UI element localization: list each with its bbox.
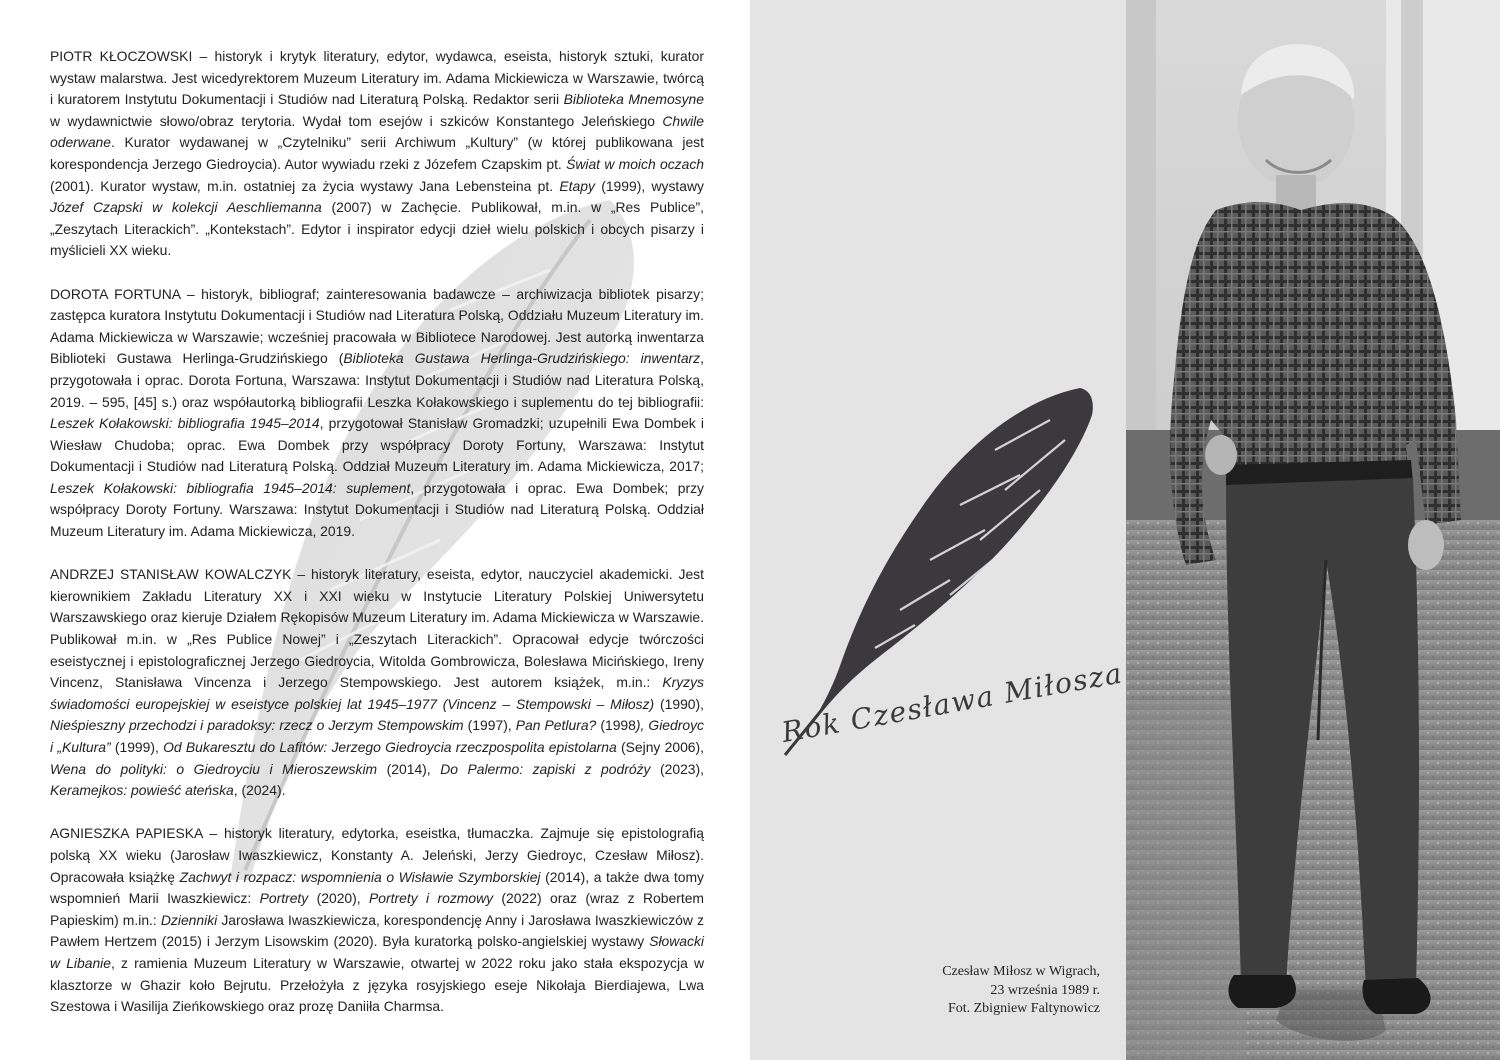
bio-text: , (2024).	[233, 782, 286, 799]
bio-italic-title: Biblioteka Gustawa Herlinga-Grudzińskiego: inwentarz	[343, 350, 701, 367]
bio-text: (2001). Kurator wystaw, m.in. ostatniej za życia wystawy Jana Lebensteina pt.	[50, 177, 560, 194]
bio-italic-title: Chwile oderwane	[50, 112, 704, 151]
caption-line-2: 23 września 1989 r.	[990, 982, 1100, 998]
bio-italic-title: ), Giedroyc i „Kultura”	[50, 717, 705, 755]
bio-text: (2014),	[377, 760, 441, 777]
bio-papieska	[50, 823, 704, 1017]
bio-italic-title: Dzienniki	[160, 911, 218, 928]
bio-text: , przygotował Stanisław Gromadzki; uzupełnili Ewa Dombek i Wiesław Chudoba; oprac. Ewa Dombek przy współpracy Doroty Fortuny, Warszawa: Instytut Dokumentacji i Studiów nad Literaturą Polską. Oddział Muzeum Literatury im. Adama Mickiewicza, 2017;	[50, 415, 704, 475]
bio-italic-title: Kryzys świadomości europejskiej w eseistyce polskiej lat 1945–1977 (Vincenz – Stempowski – Miłosz)	[50, 674, 704, 712]
bio-italic-title: Portrety i rozmowy	[369, 890, 494, 907]
caption-line-3: Fot. Zbigniew Faltynowicz	[947, 1001, 1100, 1016]
bio-italic-title: Wena do polityki: o Giedroyciu i Mieroszewskim	[50, 760, 378, 777]
bio-text: (2014), a także dwa tomy wspomnień Marii Iwaszkiewicz:	[50, 868, 704, 907]
bio-text: , przygotowała i oprac. Ewa Dombek; przy współpracy Doroty Fortuny. Warszawa: Instytut Dokumentacji i Studiów nad Literaturą Polską. Oddział Muzeum Literatury im. Adama Mickiewicza, 2019.	[50, 479, 704, 540]
bio-text: (1998	[596, 717, 636, 734]
bio-fortuna	[50, 284, 704, 543]
bio-italic-title: Keramejkos: powieść ateńska	[50, 782, 234, 799]
bio-italic-title: Nieśpieszny przechodzi i paradoksy: rzecz o Jerzym Stempowskim	[50, 717, 464, 734]
biographies	[50, 46, 704, 1039]
bio-italic-title: Od Bukaresztu do Lafitów: Jerzego Giedroycia rzeczpospolita epistolarna	[163, 739, 617, 755]
bio-text: (1999),	[110, 739, 164, 755]
bio-italic-title: Portrety	[259, 890, 309, 907]
bio-text: (2020),	[308, 890, 370, 907]
bio-italic-title: Zachwyt i rozpacz: wspomnienia o Wisławie Szymborskiej	[179, 868, 541, 885]
bio-italic-title: Józef Czapski w kolekcji Aeschliemanna	[50, 199, 322, 216]
bio-text: (2022) oraz (wraz z Robertem Papieskim) m.in.:	[50, 890, 704, 928]
bio-italic-title: Słowacki w Libanie	[50, 933, 704, 971]
bio-italic-title: Biblioteka Mnemosyne	[563, 91, 705, 108]
bio-text: (Sejny 2006),	[616, 739, 705, 755]
bio-text: Jarosława Iwaszkiewicza, korespondencję Anny i Jarosława Iwaszkiewiczów z Pawłem Hertzem (2015) i Jerzym Lisowskim (2020). Była kuratorką polsko-angielskiej wystawy	[50, 911, 704, 950]
bio-text: AGNIESZKA PAPIESKA – historyk literatury, edytorka, eseistka, tłumaczka. Zajmuje się epistolografią polską XX wieku (Jarosław Iwaszkiewicz, Konstanty A. Jeleński, Jerzy Giedroyc, Czesław Miłosz). Opracowała książkę	[50, 825, 704, 885]
bio-italic-title: Etapy	[559, 177, 595, 194]
bio-text: PIOTR KŁOCZOWSKI – historyk i krytyk literatury, edytor, wydawca, eseista, historyk sztuki, kurator wystaw malarstwa. Jest wicedyrektorem Muzeum Literatury im. Adama Mickiewicza w Warszawie, twórcą i kuratorem Instytutu Dokumentacji i Studiów nad Literaturą Polską. Redaktor serii	[50, 48, 704, 108]
bio-kowalczyk	[50, 564, 704, 802]
bio-text: (1999), wystawy	[594, 177, 704, 194]
caption-line-1: Czesław Miłosz w Wigrach,	[942, 964, 1100, 979]
bio-italic-title: Leszek Kołakowski: bibliografia 1945–2014: suplement	[50, 479, 411, 496]
bio-text: (2007) w Zachęcie. Publikował, m.in. w „Res Publice”, „Zeszytach Literackich”. „Kontekstach”. Edytor i inspirator edycji dzieł wielu polskich i obcych pisarzy i myślicieli XX wieku.	[50, 199, 704, 259]
bio-text: (2023),	[650, 760, 705, 777]
bio-text: w wydawnictwie słowo/obraz terytoria. Wydał tom esejów i szkiców Konstantego Jeleńskiego	[50, 112, 663, 129]
bio-text: (1997),	[463, 717, 516, 734]
bio-kloczowski	[50, 46, 704, 262]
bio-text: (1990),	[654, 695, 704, 712]
title-rok-czeslawa-milosza: Rok Czesława Miłosza	[779, 656, 1126, 749]
bio-italic-title: Do Palermo: zapiski z podróży	[440, 760, 651, 777]
bio-italic-title: Leszek Kołakowski: bibliografia 1945–2014	[50, 415, 320, 432]
bio-text: , przygotowała i oprac. Dorota Fortuna, Warszawa: Instytut Dokumentacji i Studiów nad Literatura Polską, 2019. – 595, [45] s.) oraz współautorką bibliografii Leszka Kołakowskiego i suplementu do tej bibliografii:	[50, 350, 704, 410]
bio-text: , z ramienia Muzeum Literatury w Warszawie, otwartej w 2022 roku jako stała ekspozycja w klasztorze w Ghazir koło Bejrutu. Przełożyła z języka rosyjskiego eseje Nikołaja Bierdiajewa, Lwa Szestowa i Wasilija Zieńkowskiego oraz prozę Daniiła Charmsa.	[50, 954, 704, 1015]
bio-italic-title: Pan Petlura?	[515, 717, 597, 734]
bio-text: DOROTA FORTUNA – historyk, bibliograf; zainteresowania badawcze – archiwizacja bibliotek pisarzy; zastępca kuratora Instytutu Dokumentacji i Studiów nad Literatura Polską, Oddziału Muzeum Literatury im. Adama Mickiewicza w Warszawie; wcześniej pracowała w Bibliotece Narodowej. Jest autorką inwentarza Biblioteki Gustawa Herlinga-Grudzińskiego (	[50, 285, 704, 367]
photo-caption	[880, 963, 1100, 1019]
portrait-photo	[1126, 0, 1500, 1060]
right-page	[750, 0, 1500, 1060]
bio-text: ANDRZEJ STANISŁAW KOWALCZYK – historyk literatury, eseista, edytor, nauczyciel akademicki. Jest kierownikiem Zakładu Literatury XX i XXI wieku w Instytucie Literatury Polskiej Uniwersytetu Warszawskiego oraz kieruje Działem Rękopisów Muzeum Literatury im. Adama Mickiewicza w Warszawie. Publikował m.in. w „Res Publice Nowej” i „Zeszytach Literackich”. Opracował edycje twórczości eseistycznej i epistolograficznej Jerzego Giedroycia, Witolda Gombrowicza, Bolesława Micińskiego, Ireny Vincenz, Stanisława Vincenza i Jerzego Stempowskiego. Jest autorem książek, m.in.:	[50, 566, 704, 691]
bio-text: . Kurator wydawanej w „Czytelniku” serii Archiwum „Kultury” (w której publikowana jest korespondencja Jerzego Giedroycia). Autor wywiadu rzeki z Józefem Czapskim pt.	[50, 134, 704, 172]
bio-italic-title: Świat w moich oczach	[566, 155, 704, 172]
